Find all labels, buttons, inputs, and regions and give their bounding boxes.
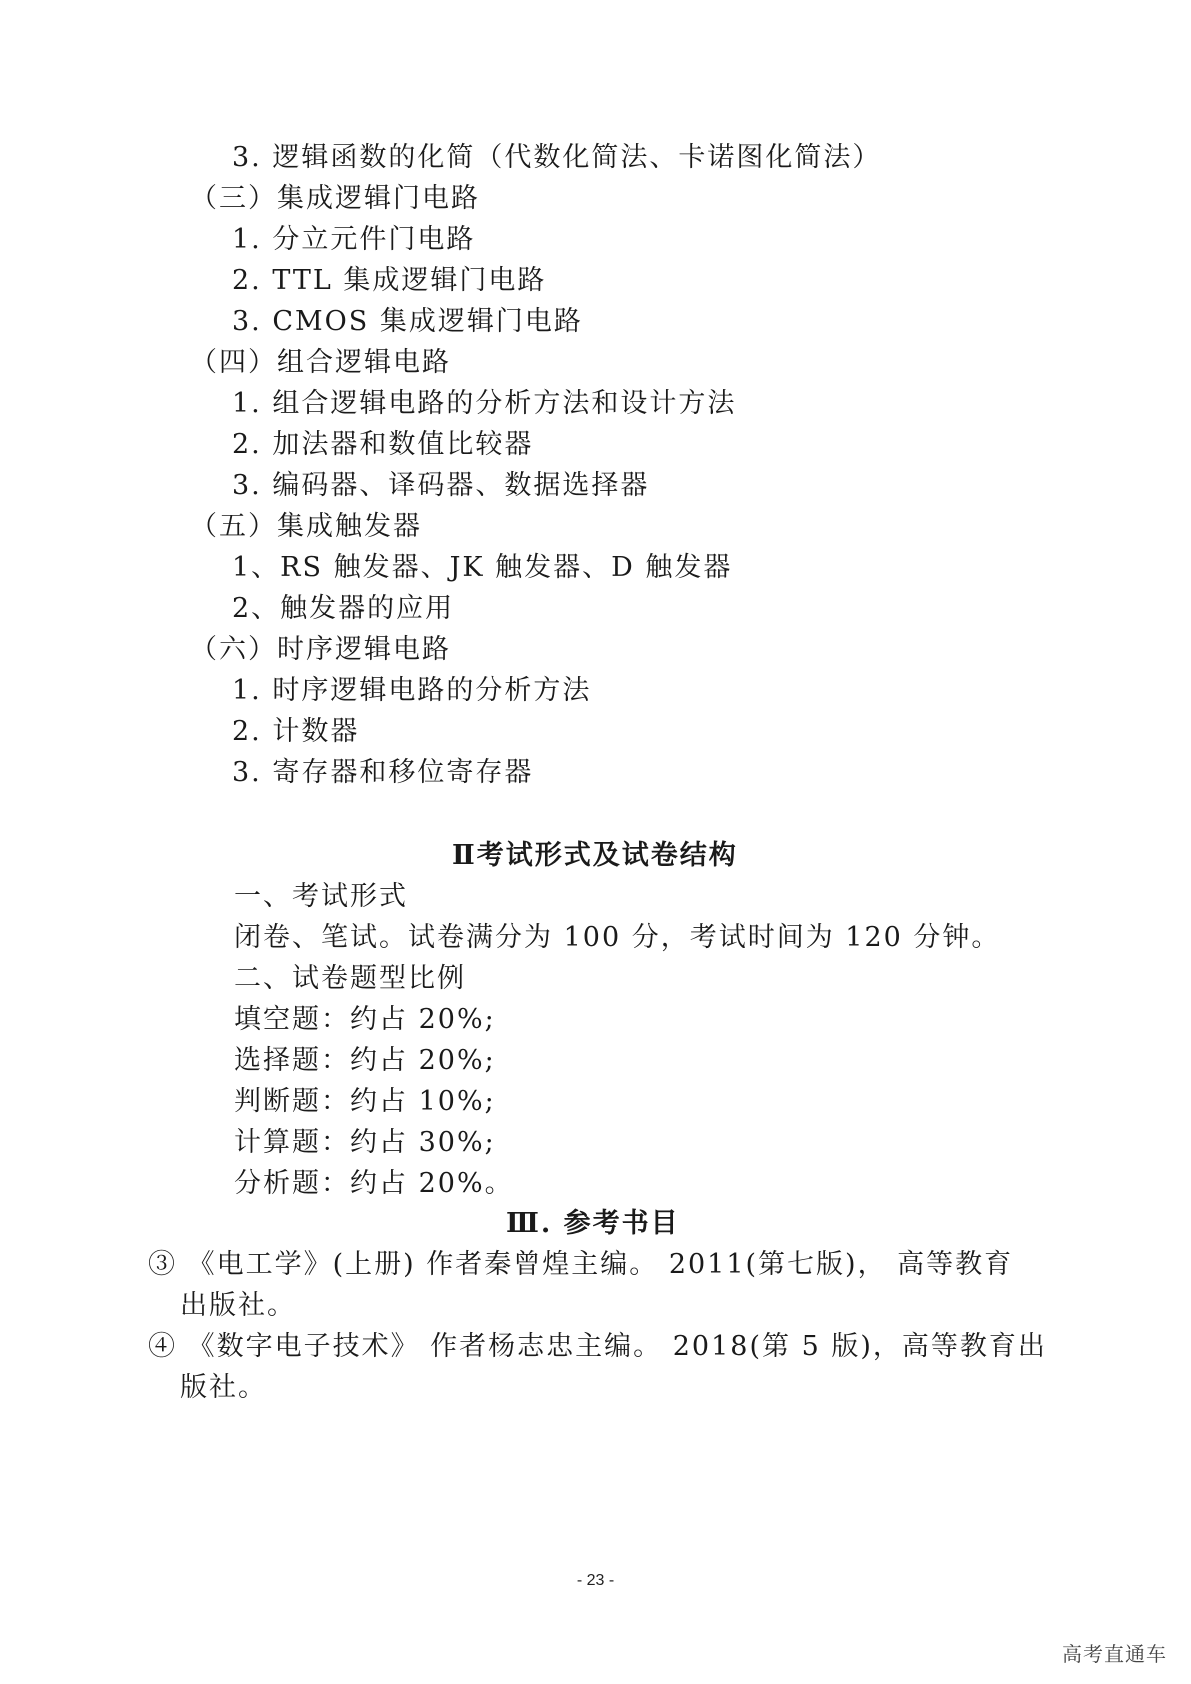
ratio-item: 选择题：约占 20%;	[234, 1045, 496, 1076]
outline-item: 2. 加法器和数值比较器	[232, 429, 534, 460]
outline-item: 2. TTL 集成逻辑门电路	[232, 265, 547, 296]
outline-item: 1. 组合逻辑电路的分析方法和设计方法	[232, 388, 737, 419]
section-title: （五）集成触发器	[190, 511, 422, 542]
outline-item: 1. 时序逻辑电路的分析方法	[232, 675, 592, 706]
exam-ratio-title: 二、试卷题型比例	[234, 963, 466, 994]
reference-item-continuation: 版社。	[180, 1372, 267, 1403]
outline-item: 1. 分立元件门电路	[232, 224, 476, 255]
section-title: （四）组合逻辑电路	[190, 347, 451, 378]
reference-item: ③ 《电工学》(上册) 作者秦曾煌主编。 2011(第七版)， 高等教育	[148, 1249, 1014, 1280]
reference-item: ④ 《数字电子技术》 作者杨志忠主编。 2018(第 5 版)，高等教育出	[148, 1331, 1047, 1362]
ratio-item: 计算题：约占 30%;	[234, 1127, 496, 1158]
section-title: （三）集成逻辑门电路	[190, 183, 480, 214]
page-number: - 23 -	[576, 1572, 615, 1589]
watermark: 高考直通车	[1062, 1642, 1167, 1666]
exam-heading: Ⅱ考试形式及试卷结构	[452, 840, 738, 871]
exam-form-title: 一、考试形式	[234, 881, 408, 912]
outline-item: 3. 逻辑函数的化简（代数化简法、卡诺图化简法）	[232, 142, 882, 173]
outline-item: 2. 计数器	[232, 716, 360, 747]
exam-form-text: 闭卷、笔试。试卷满分为 100 分，考试时间为 120 分钟。	[234, 922, 1001, 953]
outline-item: 2、触发器的应用	[232, 593, 455, 624]
outline-item: 3. CMOS 集成逻辑门电路	[232, 306, 583, 337]
ratio-item: 判断题：约占 10%;	[234, 1086, 496, 1117]
ratio-item: 分析题：约占 20%。	[234, 1168, 514, 1199]
reference-item-continuation: 出版社。	[180, 1290, 296, 1321]
ratio-item: 填空题：约占 20%;	[234, 1004, 496, 1035]
section-title: （六）时序逻辑电路	[190, 634, 451, 665]
outline-item: 3. 寄存器和移位寄存器	[232, 757, 534, 788]
outline-item: 1、RS 触发器、JK 触发器、D 触发器	[232, 552, 733, 583]
references-heading: Ⅲ. 参考书目	[506, 1208, 680, 1239]
outline-item: 3. 编码器、译码器、数据选择器	[232, 470, 650, 501]
